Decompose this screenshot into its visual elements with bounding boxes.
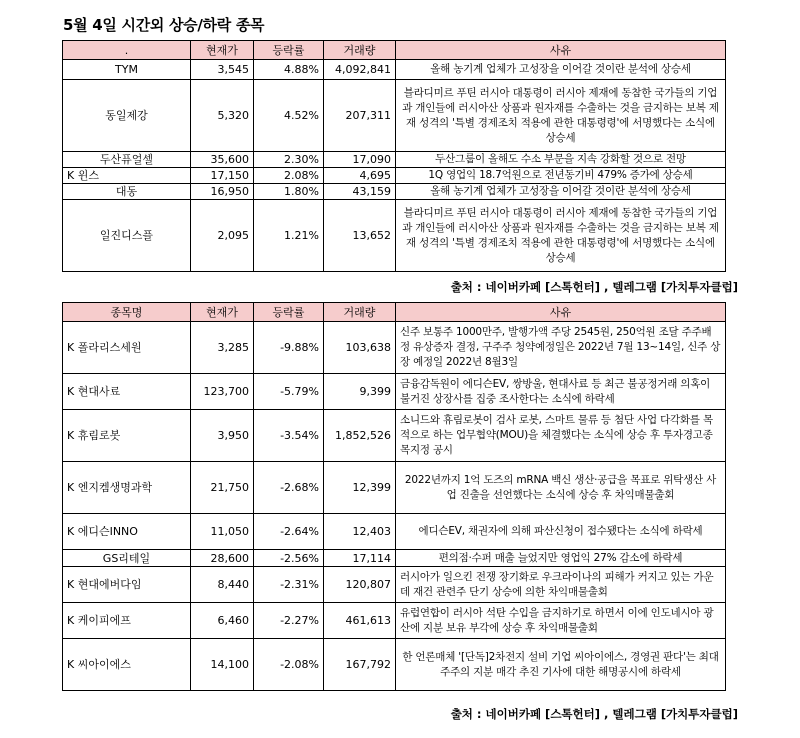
stock-reason: 두산그룹이 올해도 수소 부문을 지속 강화할 것으로 전망: [396, 152, 726, 168]
stock-price: 17,150: [191, 168, 254, 184]
stock-price: 5,320: [191, 80, 254, 152]
falling-stocks-table: [62, 302, 726, 691]
table-row: [63, 184, 726, 200]
header-name: 종목명: [63, 303, 191, 322]
stock-name: 대동: [63, 184, 191, 200]
table-row: [63, 462, 726, 514]
stock-price: 14,100: [191, 639, 254, 691]
stock-reason: 편의점·수퍼 매출 늘었지만 영업익 27% 감소에 하락세: [396, 550, 726, 567]
stock-change: 1.80%: [254, 184, 324, 200]
stock-reason: 올해 농기계 업체가 고성장을 이어갈 것이란 분석에 상승세: [396, 60, 726, 80]
stock-change: -2.56%: [254, 550, 324, 567]
stock-reason: 신주 보통주 1000만주, 발행가액 주당 2545원, 250억원 조달 주주배정 유상증자 결정, 구주주 청약예정일은 2022년 7월 13~14일, 신주 상장 예정일 2022년 8월3일: [396, 322, 726, 374]
stock-name: K 엔지켐생명과학: [63, 462, 191, 514]
stock-volume: 17,114: [324, 550, 396, 567]
stock-volume: 12,399: [324, 462, 396, 514]
stock-name: K 현대에버다임: [63, 567, 191, 603]
stock-volume: 12,403: [324, 514, 396, 550]
stock-change: -9.88%: [254, 322, 324, 374]
stock-name: K 휴림로봇: [63, 410, 191, 462]
stock-change: -5.79%: [254, 374, 324, 410]
stock-name: 두산퓨얼셀: [63, 152, 191, 168]
header-name: .: [63, 41, 191, 60]
stock-price: 11,050: [191, 514, 254, 550]
stock-change: -2.31%: [254, 567, 324, 603]
stock-price: 6,460: [191, 603, 254, 639]
table-row: [63, 168, 726, 184]
stock-volume: 103,638: [324, 322, 396, 374]
stock-price: 16,950: [191, 184, 254, 200]
stock-change: -2.08%: [254, 639, 324, 691]
table-row: [63, 152, 726, 168]
stock-change: 4.88%: [254, 60, 324, 80]
stock-change: 4.52%: [254, 80, 324, 152]
source-credit: 출처 : 네이버카페 [스톡헌터] , 텔레그램 [가치투자클럽]: [450, 280, 738, 294]
stock-price: 123,700: [191, 374, 254, 410]
stock-price: 3,285: [191, 322, 254, 374]
stock-price: 8,440: [191, 567, 254, 603]
stock-reason: 2022년까지 1억 도즈의 mRNA 백신 생산·공급을 목표로 위탁생산 사업 진출을 선언했다는 소식에 상승 후 차익매물출회: [396, 462, 726, 514]
stock-reason: 에디슨EV, 채권자에 의해 파산신청이 접수됐다는 소식에 하락세: [396, 514, 726, 550]
stock-price: 28,600: [191, 550, 254, 567]
source-credit: 출처 : 네이버카페 [스톡헌터] , 텔레그램 [가치투자클럽]: [450, 707, 738, 721]
stock-volume: 17,090: [324, 152, 396, 168]
stock-reason: 금융감독원이 에디슨EV, 쌍방울, 현대사료 등 최근 불공정거래 의혹이 불거진 상장사를 집중 조사한다는 소식에 하락세: [396, 374, 726, 410]
stock-reason: 소니드와 휴림로봇이 검사 로봇, 스마트 물류 등 첨단 사업 다각화를 목적으로 하는 업무협약(MOU)을 체결했다는 소식에 상승 후 투자경고종목지정 공시: [396, 410, 726, 462]
stock-volume: 120,807: [324, 567, 396, 603]
table-row: [63, 322, 726, 374]
table-row: [63, 80, 726, 152]
header-volume: 거래량: [324, 303, 396, 322]
stock-price: 35,600: [191, 152, 254, 168]
header-reason: 사유: [396, 41, 726, 60]
stock-name: TYM: [63, 60, 191, 80]
stock-change: -3.54%: [254, 410, 324, 462]
stock-name: K 씨아이에스: [63, 639, 191, 691]
stock-price: 2,095: [191, 200, 254, 272]
stock-name: K 케이피에프: [63, 603, 191, 639]
header-price: 현재가: [191, 41, 254, 60]
table-row: [63, 639, 726, 691]
table-header-row: [63, 41, 726, 60]
stock-change: -2.64%: [254, 514, 324, 550]
stock-price: 21,750: [191, 462, 254, 514]
stock-reason: 블라디미르 푸틴 러시아 대통령이 러시아 제재에 동참한 국가들의 기업과 개인들에 러시아산 상품과 원자재를 수출하는 것을 금지하는 보복 제재 성격의 '특별 경제조치 적용에 관한 대통령령'에 서명했다는 소식에 상승세: [396, 80, 726, 152]
table-row: [63, 514, 726, 550]
stock-name: 일진디스플: [63, 200, 191, 272]
stock-price: 3,950: [191, 410, 254, 462]
stock-name: K 현대사료: [63, 374, 191, 410]
header-change: 등락률: [254, 303, 324, 322]
stock-name: K 윈스: [63, 168, 191, 184]
stock-name: K 에디슨INNO: [63, 514, 191, 550]
stock-change: -2.68%: [254, 462, 324, 514]
stock-volume: 1,852,526: [324, 410, 396, 462]
table-row: [63, 374, 726, 410]
header-change: 등락률: [254, 41, 324, 60]
table-row: [63, 603, 726, 639]
stock-reason: 러시아가 일으킨 전쟁 장기화로 우크라이나의 피해가 커지고 있는 가운데 재건 관련주 단기 상승에 의한 차익매물출회: [396, 567, 726, 603]
stock-volume: 167,792: [324, 639, 396, 691]
header-reason: 사유: [396, 303, 726, 322]
stock-reason: 올해 농기계 업체가 고성장을 이어갈 것이란 분석에 상승세: [396, 184, 726, 200]
stock-change: 2.30%: [254, 152, 324, 168]
stock-change: 1.21%: [254, 200, 324, 272]
stock-name: K 폴라리스세원: [63, 322, 191, 374]
stock-volume: 43,159: [324, 184, 396, 200]
stock-reason: 유럽연합이 러시아 석탄 수입을 금지하기로 하면서 이에 인도네시아 광산에 지분 보유 부각에 상승 후 차익매물출회: [396, 603, 726, 639]
header-price: 현재가: [191, 303, 254, 322]
table-row: [63, 550, 726, 567]
page-title: 5월 4일 시간외 상승/하락 종목: [63, 16, 265, 34]
stock-name: 동일제강: [63, 80, 191, 152]
stock-name: GS리테일: [63, 550, 191, 567]
stock-volume: 4,092,841: [324, 60, 396, 80]
stock-volume: 207,311: [324, 80, 396, 152]
table-header-row: [63, 303, 726, 322]
stock-volume: 13,652: [324, 200, 396, 272]
stock-change: -2.27%: [254, 603, 324, 639]
stock-volume: 9,399: [324, 374, 396, 410]
stock-price: 3,545: [191, 60, 254, 80]
table-row: [63, 410, 726, 462]
rising-stocks-table: [62, 40, 726, 272]
table-row: [63, 60, 726, 80]
table-row: [63, 200, 726, 272]
stock-change: 2.08%: [254, 168, 324, 184]
table-row: [63, 567, 726, 603]
stock-reason: 한 언론매체 '[단독]2차전지 설비 기업 씨아이에스, 경영권 판다'는 최대주주의 지분 매각 추진 기사에 대한 해명공시에 하락세: [396, 639, 726, 691]
stock-volume: 4,695: [324, 168, 396, 184]
stock-reason: 블라디미르 푸틴 러시아 대통령이 러시아 제재에 동참한 국가들의 기업과 개인들에 러시아산 상품과 원자재를 수출하는 것을 금지하는 보복 제재 성격의 '특별 경제조치 적용에 관한 대통령령'에 서명했다는 소식에 상승세: [396, 200, 726, 272]
stock-reason: 1Q 영업익 18.7억원으로 전년동기비 479% 증가에 상승세: [396, 168, 726, 184]
header-volume: 거래량: [324, 41, 396, 60]
stock-volume: 461,613: [324, 603, 396, 639]
